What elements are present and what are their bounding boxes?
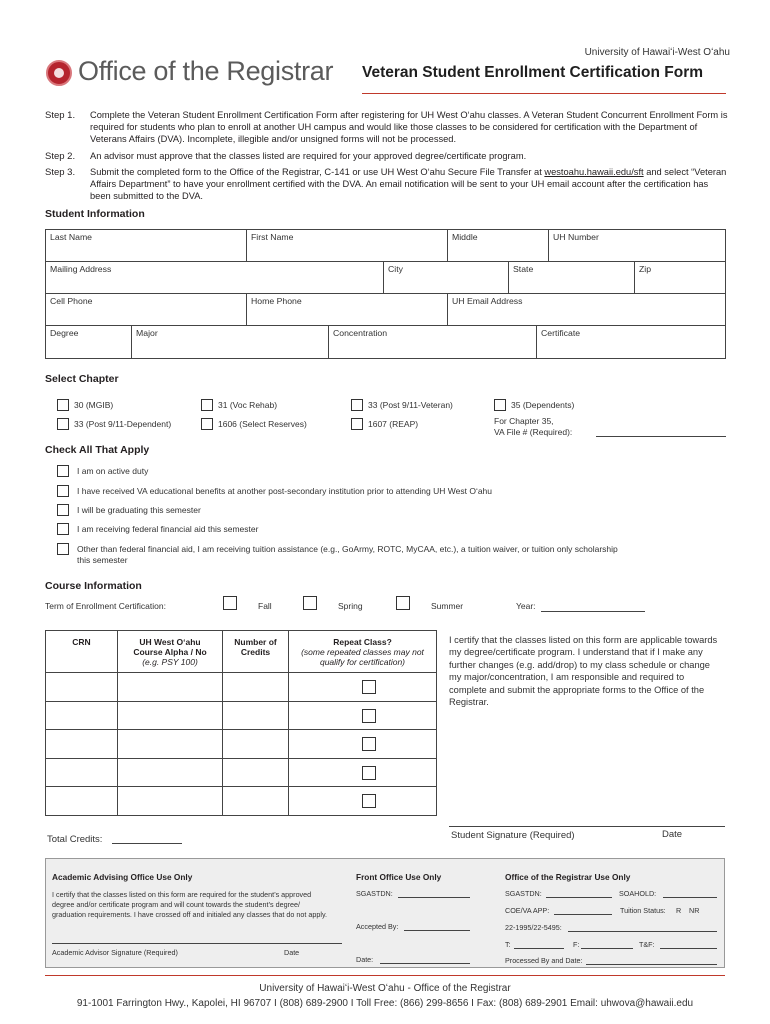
- advising-text-2: degree and/or certificate program and will count towards the student’s degree/: [52, 900, 300, 909]
- active-duty-label: I am on active duty: [77, 466, 149, 476]
- student-info-heading: Student Information: [45, 208, 145, 220]
- step-3-text: Submit the completed form to the Office of the Registrar, C-141 or use UH West Oʻahu Secure File Transfer at westoahu.hawaii.edu/sft and select “Veteran Affairs Department” to have your enrollment certified with the DVA. An email notification will be sent to your UH email account after the certification has been submitted to the DVA.: [90, 167, 727, 201]
- course-alpha-cell[interactable]: [118, 673, 223, 702]
- table-row: [46, 701, 437, 730]
- chapter-33-veteran-checkbox[interactable]: [351, 399, 363, 411]
- student-date-label: Date: [662, 829, 683, 840]
- credits-cell[interactable]: [223, 758, 289, 787]
- soahold-label: SOAHOLD:: [619, 889, 657, 898]
- uh-number-field[interactable]: UH Number: [549, 230, 726, 262]
- chapter-1606-checkbox[interactable]: [201, 418, 213, 430]
- footer-divider: [45, 975, 725, 976]
- advisor-signature-input[interactable]: [52, 943, 342, 944]
- logo-text: Office of the Registrar: [78, 56, 334, 86]
- soahold-input[interactable]: [663, 897, 717, 898]
- advising-text-1: I certify that the classes listed on this form are required for the student’s approved: [52, 890, 312, 899]
- credits-cell[interactable]: [223, 730, 289, 759]
- course-alpha-cell[interactable]: [118, 758, 223, 787]
- spring-label: Spring: [338, 601, 363, 611]
- repeat-class-checkbox[interactable]: [362, 709, 376, 723]
- front-office-title: Front Office Use Only: [356, 872, 442, 882]
- processed-by-label: Processed By and Date:: [505, 956, 583, 965]
- repeat-class-checkbox[interactable]: [362, 794, 376, 808]
- sft-link[interactable]: westoahu.hawaii.edu/sft: [544, 167, 644, 177]
- student-info-table: [45, 229, 726, 262]
- registrar-office-title: Office of the Registrar Use Only: [505, 872, 631, 882]
- tf-label: T&F:: [639, 940, 655, 949]
- registrar-seal-logo: [46, 60, 72, 86]
- title-divider: [362, 93, 726, 94]
- step-3-label: Step 3.: [45, 167, 76, 178]
- year-label: Year:: [516, 601, 536, 611]
- fall-label: Fall: [258, 601, 272, 611]
- chapter-33-dependent-label: 33 (Post 9/11-Dependent): [74, 419, 172, 429]
- advisor-signature-label: Academic Advisor Signature (Required): [52, 948, 178, 957]
- f-label: F:: [573, 940, 580, 949]
- f-input[interactable]: [581, 948, 633, 949]
- chapter-33-dependent-checkbox[interactable]: [57, 418, 69, 430]
- table-row: [46, 673, 437, 702]
- repeat-cell: [289, 730, 437, 759]
- university-name: University of Hawaiʻi-West Oʻahu: [584, 47, 730, 58]
- form-22-label: 22-1995/22-5495:: [505, 923, 562, 932]
- repeat-class-checkbox[interactable]: [362, 737, 376, 751]
- footer-contact: 91-1001 Farrington Hwy., Kapolei, HI 96707 I (808) 689-2900 I Toll Free: (866) 299-8656 I Fax: (808) 689-2901 Email: uhwova@hawaii.edu: [76, 998, 694, 1009]
- crn-cell[interactable]: [46, 701, 118, 730]
- student-signature-label: Student Signature (Required): [451, 830, 575, 841]
- accepted-by-label: Accepted By:: [356, 922, 399, 931]
- tuition-status-r[interactable]: R: [676, 906, 682, 915]
- year-input[interactable]: [541, 611, 645, 612]
- repeat-cell: [289, 673, 437, 702]
- t-input[interactable]: [514, 948, 564, 949]
- step-1-text: Complete the Veteran Student Enrollment Certification Form after registering for UH West Oʻahu classes. A Veteran Student Concurrent Enrollment Form is required for students who plan to enroll at another UH campus and would like those classes to be considered for certification with the Department of Veterans Affairs (DVA). Incomplete, illegible and/or unsigned forms will not be processed.: [90, 110, 728, 144]
- step-1-label: Step 1.: [45, 110, 76, 121]
- chapter-1607-checkbox[interactable]: [351, 418, 363, 430]
- tuition-status-nr[interactable]: NR: [689, 906, 700, 915]
- chapter-31-label: 31 (Voc Rehab): [218, 400, 278, 410]
- repeat-class-checkbox[interactable]: [362, 766, 376, 780]
- active-duty-checkbox[interactable]: [57, 465, 69, 477]
- tf-input[interactable]: [660, 948, 717, 949]
- spring-checkbox[interactable]: [303, 596, 317, 610]
- total-credits-input[interactable]: [112, 843, 182, 844]
- table-row: [46, 787, 437, 816]
- summer-checkbox[interactable]: [396, 596, 410, 610]
- crn-cell[interactable]: [46, 730, 118, 759]
- course-info-heading: Course Information: [45, 580, 142, 592]
- tuition-assistance-checkbox[interactable]: [57, 543, 69, 555]
- repeat-cell: [289, 787, 437, 816]
- crn-cell[interactable]: [46, 758, 118, 787]
- accepted-by-input[interactable]: [404, 930, 470, 931]
- credits-cell[interactable]: [223, 787, 289, 816]
- course-table: [45, 630, 437, 816]
- degree-field[interactable]: Degree: [46, 326, 132, 359]
- reg-sgastdn-label: SGASTDN:: [505, 889, 542, 898]
- summer-label: Summer: [431, 601, 464, 611]
- uh-email-field[interactable]: UH Email Address: [448, 294, 726, 326]
- first-name-field[interactable]: First Name: [247, 230, 448, 262]
- address-table: [45, 261, 726, 294]
- total-credits-label: Total Credits:: [47, 834, 103, 845]
- student-signature-input[interactable]: [449, 826, 725, 827]
- front-sgastdn-input[interactable]: [398, 897, 470, 898]
- phone-table: [45, 293, 726, 326]
- chapter-1606-label: 1606 (Select Reserves): [218, 419, 307, 429]
- chapter-31-checkbox[interactable]: [201, 399, 213, 411]
- chapter-1607-label: 1607 (REAP): [368, 419, 419, 429]
- coe-va-label: COE/VA APP:: [505, 906, 550, 915]
- credits-cell[interactable]: [223, 673, 289, 702]
- repeat-class-header: Repeat Class? (some repeated classes may not qualify for certification): [289, 631, 437, 673]
- footer-title: University of Hawaiʻi-West Oʻahu - Office of the Registrar: [259, 983, 511, 994]
- processed-by-input[interactable]: [586, 964, 717, 965]
- form-22-input[interactable]: [568, 931, 717, 932]
- repeat-cell: [289, 758, 437, 787]
- city-field[interactable]: City: [384, 262, 509, 294]
- home-phone-field[interactable]: Home Phone: [247, 294, 448, 326]
- certify-statement: I certify that the classes listed on this form are applicable towards my degree/certificate program. I understand that if I make any further changes (e.g. add/drop) to my class schedule or change my major/concentration, I am responsible and required to complete and submit the appropriate forms to the Office of the Registrar.: [449, 635, 718, 708]
- reg-sgastdn-input[interactable]: [546, 897, 612, 898]
- crn-header: CRN: [46, 631, 118, 673]
- last-name-field[interactable]: Last Name: [46, 230, 247, 262]
- crn-cell[interactable]: [46, 673, 118, 702]
- course-alpha-cell[interactable]: [118, 730, 223, 759]
- select-chapter-heading: Select Chapter: [45, 373, 119, 385]
- step-2-label: Step 2.: [45, 151, 76, 162]
- chapter-30-checkbox[interactable]: [57, 399, 69, 411]
- chapter-35-label: 35 (Dependents): [511, 400, 575, 410]
- coe-va-input[interactable]: [554, 914, 612, 915]
- degree-table: [45, 325, 726, 359]
- state-field[interactable]: State: [509, 262, 635, 294]
- table-row: [46, 758, 437, 787]
- crn-cell[interactable]: [46, 787, 118, 816]
- office-use-panel: [45, 858, 725, 968]
- va-file-label: VA File # (Required):: [494, 427, 573, 437]
- front-date-label: Date:: [356, 955, 374, 964]
- concentration-field[interactable]: Concentration: [329, 326, 537, 359]
- chapter-33-veteran-label: 33 (Post 9/11-Veteran): [368, 400, 453, 410]
- t-label: T:: [505, 940, 511, 949]
- graduating-checkbox[interactable]: [57, 504, 69, 516]
- graduating-label: I will be graduating this semester: [77, 505, 201, 515]
- front-sgastdn-label: SGASTDN:: [356, 889, 393, 898]
- financial-aid-checkbox[interactable]: [57, 523, 69, 535]
- va-file-input[interactable]: [596, 436, 726, 437]
- mailing-address-field[interactable]: Mailing Address: [46, 262, 384, 294]
- certificate-field[interactable]: Certificate: [537, 326, 726, 359]
- tuition-assistance-label: Other than federal financial aid, I am receiving tuition assistance (e.g., GoArmy, ROTC, MyCAA, etc.), a tuition waiver, or tuition only scholarship: [77, 544, 618, 554]
- advising-text-3: graduation requirements. I have crossed off and initialed any classes that do not apply.: [52, 910, 328, 919]
- tuition-assistance-label-cont: this semester: [77, 555, 128, 565]
- course-alpha-cell[interactable]: [118, 787, 223, 816]
- credits-header: Number of Credits: [223, 631, 289, 673]
- chapter-30-label: 30 (MGIB): [74, 400, 114, 410]
- zip-field[interactable]: Zip: [635, 262, 726, 294]
- course-alpha-header: UH West Oʻahu Course Alpha / No (e.g. PSY 100): [118, 631, 223, 673]
- financial-aid-label: I am receiving federal financial aid this semester: [77, 524, 259, 534]
- chapter-35-checkbox[interactable]: [494, 399, 506, 411]
- prior-benefits-checkbox[interactable]: [57, 485, 69, 497]
- credits-cell[interactable]: [223, 701, 289, 730]
- repeat-cell: [289, 701, 437, 730]
- front-date-input[interactable]: [380, 963, 470, 964]
- advisor-date-label: Date: [284, 948, 300, 957]
- chapter-35-note: For Chapter 35,: [494, 416, 554, 426]
- major-field[interactable]: Major: [132, 326, 329, 359]
- form-title: Veteran Student Enrollment Certification Form: [362, 64, 704, 81]
- check-all-heading: Check All That Apply: [45, 444, 150, 456]
- cell-phone-field[interactable]: Cell Phone: [46, 294, 247, 326]
- term-label: Term of Enrollment Certification:: [45, 601, 166, 611]
- fall-checkbox[interactable]: [223, 596, 237, 610]
- repeat-class-checkbox[interactable]: [362, 680, 376, 694]
- advising-office-title: Academic Advising Office Use Only: [52, 872, 193, 882]
- tuition-status-label: Tuition Status:: [620, 906, 666, 915]
- table-row: [46, 730, 437, 759]
- prior-benefits-label: I have received VA educational benefits at another post-secondary institution prior to attending UH West Oʻahu: [77, 486, 493, 496]
- step-2-text: An advisor must approve that the classes listed are required for your approved degree/certificate program.: [90, 151, 527, 161]
- middle-field[interactable]: Middle: [448, 230, 549, 262]
- course-alpha-cell[interactable]: [118, 701, 223, 730]
